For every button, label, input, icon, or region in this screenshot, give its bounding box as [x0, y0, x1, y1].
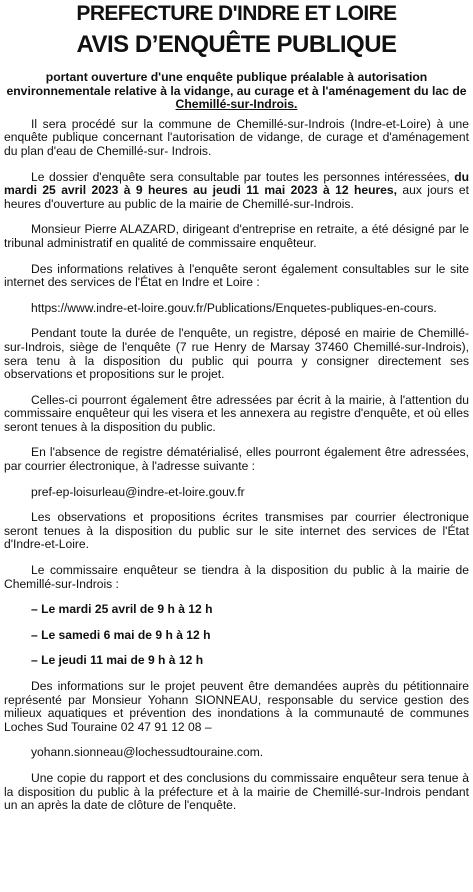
paragraph-commissaire: Monsieur Pierre ALAZARD, dirigeant d'entreprise en retraite, a été désigné par le tribunal administratif en qualité de commissaire enquêteur. [4, 222, 469, 250]
page-title: AVIS D’ENQUÊTE PUBLIQUE [76, 31, 397, 58]
paragraph-observations: Les observations et propositions écrites transmises par courrier électronique seront tenues à la disposition du public sur le site internet des services de l'État d'Indre-et-Loire. [4, 510, 469, 552]
prefecture-heading: PREFECTURE D'INDRE ET LOIRE [76, 2, 397, 25]
subtitle-main: portant ouverture d'une enquête publique préalable à autorisation environnementale relative à la vidange, au curage et à l'aménagement du lac de [6, 70, 467, 98]
permanence-item: – Le jeudi 11 mai de 9 h à 12 h [31, 653, 204, 668]
paragraph-registre: Pendant toute la durée de l'enquête, un registre, déposé en mairie de Chemillé-sur-Indrois, siège de l'enquête (7 rue Henry de Marsay 37460 Chemillé-sur-Indrois), sera tenu à la disposition du public qui pourra y consigner directement ses observations et propositions sur le projet. [4, 326, 469, 382]
petitionnaire-email-link[interactable]: yohann.sionneau@lochessudtouraine.com. [31, 745, 264, 760]
paragraph-rapport: Une copie du rapport et des conclusions du commissaire enquêteur sera tenue à la disposition du public à la préfecture et à la mairie de Chemillé-sur-Indrois pendant un an après la date de clôture de l'enquête. [4, 770, 469, 813]
prefecture-email-link[interactable]: pref-ep-loisurleau@indre-et-loire.gouv.fr [31, 484, 245, 499]
paragraph-courrier: Celles-ci pourront également être adressées par écrit à la mairie, à l'attention du commissaire enquêteur qui les visera et les annexera au registre d'enquête, et où elles seront tenues à la disposition du public. [4, 392, 469, 434]
paragraph-electronique: En l'absence de registre dématérialisé, elles pourront également être adressées, par courrier électronique, à l'adresse suivante : [4, 445, 469, 474]
dossier-dates: du mardi 25 avril 2023 à 9 heures au jeudi 11 mai 2023 à 12 heures, [4, 169, 469, 198]
permanence-item: – Le mardi 25 avril de 9 h à 12 h [31, 602, 213, 617]
prefecture-url-link[interactable]: https://www.indre-et-loire.gouv.fr/Publications/Enquetes-publiques-en-cours. [31, 300, 437, 315]
paragraph-dossier [4, 171, 469, 212]
paragraph-petitionnaire: Des informations sur le projet peuvent être demandées auprès du pétitionnaire représenté par Monsieur Yohann SIONNEAU, responsable du service gestion des milieux aquatiques et prévention des inondations à la communauté de communes Loches Sud Touraine 02 47 91 12 08 – [4, 679, 469, 734]
paragraph-procedure: Il sera procédé sur la commune de Chemillé-sur-Indrois (Indre-et-Loire) à une enquête publique concernant l'autorisation de vidange, de curage et d'aménagement du plan d'eau de Chemillé-sur- Indrois. [4, 116, 469, 158]
dossier-text-end: aux jours et heures d'ouverture au public de la mairie de Chemillé-sur-Indrois. [4, 183, 469, 211]
dossier-text-start: Le dossier d'enquête sera consultable par toutes les personnes intéressées, [31, 169, 455, 184]
notice-subtitle [4, 71, 469, 112]
permanence-item: – Le samedi 6 mai de 9 h à 12 h [31, 627, 211, 642]
paragraph-site-info: Des informations relatives à l'enquête seront également consultables sur le site internet des services de l'État en Indre et Loire : [4, 261, 469, 290]
paragraph-permanences: Le commissaire enquêteur se tiendra à la disposition du public à la mairie de Chemillé-sur-Indrois : [4, 563, 469, 591]
subtitle-place: Chemillé-sur-Indrois. [175, 97, 298, 112]
